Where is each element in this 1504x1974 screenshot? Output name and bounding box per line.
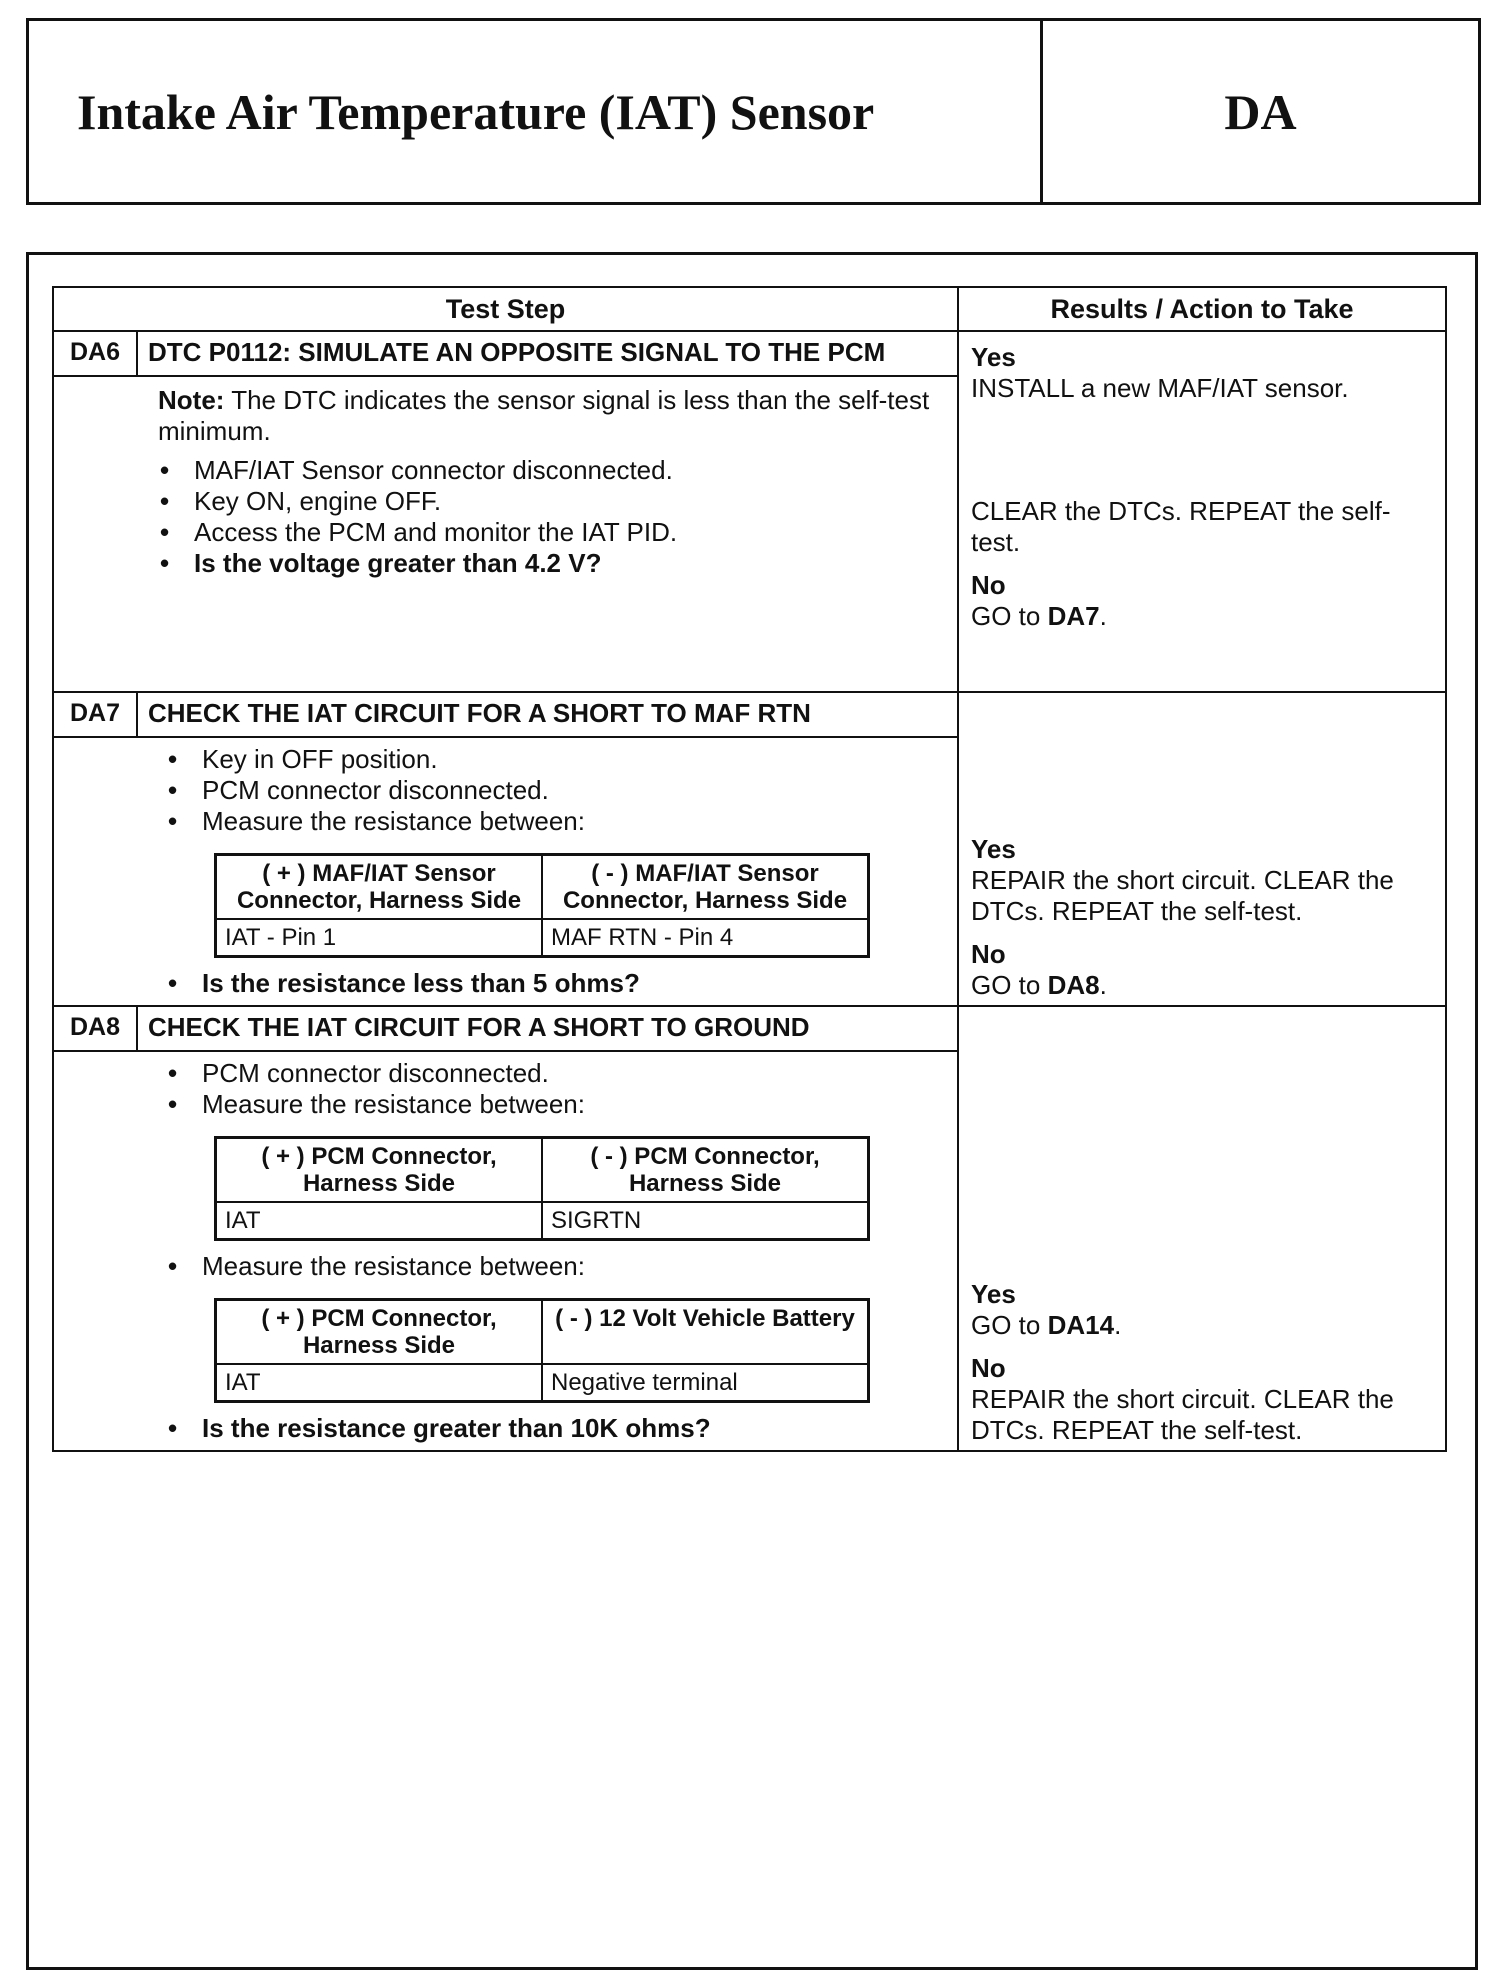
step-id: DA8 bbox=[53, 1006, 137, 1051]
step-id: DA6 bbox=[53, 331, 137, 376]
list-item: • PCM connector disconnected. bbox=[162, 775, 947, 806]
yes-action: GO to DA14. bbox=[971, 1310, 1122, 1340]
section-code: DA bbox=[1224, 83, 1297, 140]
list-item: • PCM connector disconnected. bbox=[162, 1058, 947, 1089]
cell-minus: MAF RTN - Pin 4 bbox=[542, 919, 869, 957]
measurement-table bbox=[214, 1298, 870, 1403]
list-item: • Key in OFF position. bbox=[162, 744, 947, 775]
col-minus: ( - ) MAF/IAT Sensor Connector, Harness Side bbox=[542, 855, 869, 920]
list-item: • MAF/IAT Sensor connector disconnected. bbox=[154, 455, 947, 486]
page-title: Intake Air Temperature (IAT) Sensor bbox=[29, 21, 1043, 202]
no-action: GO to DA7. bbox=[971, 601, 1107, 631]
step-title: DTC P0112: SIMULATE AN OPPOSITE SIGNAL TO THE PCM bbox=[137, 331, 958, 376]
step-title: CHECK THE IAT CIRCUIT FOR A SHORT TO MAF RTN bbox=[137, 692, 958, 737]
question: • Is the voltage greater than 4.2 V? bbox=[154, 548, 947, 579]
question: • Is the resistance greater than 10K ohms? bbox=[162, 1413, 947, 1444]
question: • Is the resistance less than 5 ohms? bbox=[162, 968, 947, 999]
yes-label: Yes bbox=[971, 834, 1016, 864]
step-da8-bullets bbox=[162, 1058, 947, 1120]
no-label: No bbox=[971, 1353, 1006, 1383]
step-da7-title-row bbox=[53, 692, 1446, 737]
yes-action: REPAIR the short circuit. CLEAR the DTCs. REPEAT the self-test. bbox=[971, 865, 1394, 926]
measurement-table bbox=[214, 1136, 870, 1241]
list-item: • Measure the resistance between: bbox=[162, 806, 947, 837]
step-da8-results bbox=[958, 1006, 1446, 1451]
list-item: • Measure the resistance between: bbox=[162, 1089, 947, 1120]
step-da8-mid-list bbox=[162, 1251, 947, 1282]
no-label: No bbox=[971, 939, 1006, 969]
cell-minus: Negative terminal bbox=[542, 1364, 869, 1402]
step-da8-title-row bbox=[53, 1006, 1446, 1051]
list-item: • Measure the resistance between: bbox=[162, 1251, 947, 1282]
header-results: Results / Action to Take bbox=[958, 287, 1446, 331]
step-da8-body bbox=[53, 1051, 958, 1451]
goto-da8-link[interactable]: DA8 bbox=[1047, 970, 1100, 1000]
step-da6-bullets bbox=[154, 455, 947, 579]
page-header bbox=[26, 18, 1481, 205]
cell-plus: IAT bbox=[216, 1202, 543, 1240]
list-item: • Access the PCM and monitor the IAT PID. bbox=[154, 517, 947, 548]
list-item: • Key ON, engine OFF. bbox=[154, 486, 947, 517]
step-da7-question-list bbox=[162, 968, 947, 999]
note-text: The DTC indicates the sensor signal is less than the self-test minimum. bbox=[158, 385, 930, 446]
yes-action: INSTALL a new MAF/IAT sensor. bbox=[971, 373, 1349, 403]
step-da7-bullets bbox=[162, 744, 947, 837]
measurement-table bbox=[214, 853, 870, 958]
step-da7-body bbox=[53, 737, 958, 1006]
table-header-row bbox=[53, 287, 1446, 331]
no-action: GO to DA8. bbox=[971, 970, 1107, 1000]
step-da8-question-list bbox=[162, 1413, 947, 1444]
yes-label: Yes bbox=[971, 342, 1016, 372]
diagnostic-table bbox=[52, 286, 1447, 1452]
goto-da14-link[interactable]: DA14 bbox=[1047, 1310, 1115, 1340]
header-test-step: Test Step bbox=[53, 287, 958, 331]
step-da7-results bbox=[958, 692, 1446, 1006]
no-action: REPAIR the short circuit. CLEAR the DTCs. REPEAT the self-test. bbox=[971, 1384, 1394, 1445]
no-label: No bbox=[971, 570, 1006, 600]
yes-label: Yes bbox=[971, 1279, 1016, 1309]
step-da6-body bbox=[53, 376, 958, 692]
note bbox=[158, 385, 947, 447]
cell-minus: SIGRTN bbox=[542, 1202, 869, 1240]
col-plus: ( + ) PCM Connector, Harness Side bbox=[216, 1138, 543, 1203]
cell-plus: IAT bbox=[216, 1364, 543, 1402]
col-plus: ( + ) MAF/IAT Sensor Connector, Harness Side bbox=[216, 855, 543, 920]
col-minus: ( - ) PCM Connector, Harness Side bbox=[542, 1138, 869, 1203]
step-da6-results bbox=[958, 331, 1446, 692]
col-minus: ( - ) 12 Volt Vehicle Battery bbox=[542, 1300, 869, 1365]
note-label: Note: bbox=[158, 385, 225, 415]
cell-plus: IAT - Pin 1 bbox=[216, 919, 543, 957]
yes-action-2: CLEAR the DTCs. REPEAT the self-test. bbox=[971, 496, 1391, 557]
step-id: DA7 bbox=[53, 692, 137, 737]
goto-da7-link[interactable]: DA7 bbox=[1047, 601, 1100, 631]
step-title: CHECK THE IAT CIRCUIT FOR A SHORT TO GROUND bbox=[137, 1006, 958, 1051]
step-da6-title-row bbox=[53, 331, 1446, 376]
col-plus: ( + ) PCM Connector, Harness Side bbox=[216, 1300, 543, 1365]
